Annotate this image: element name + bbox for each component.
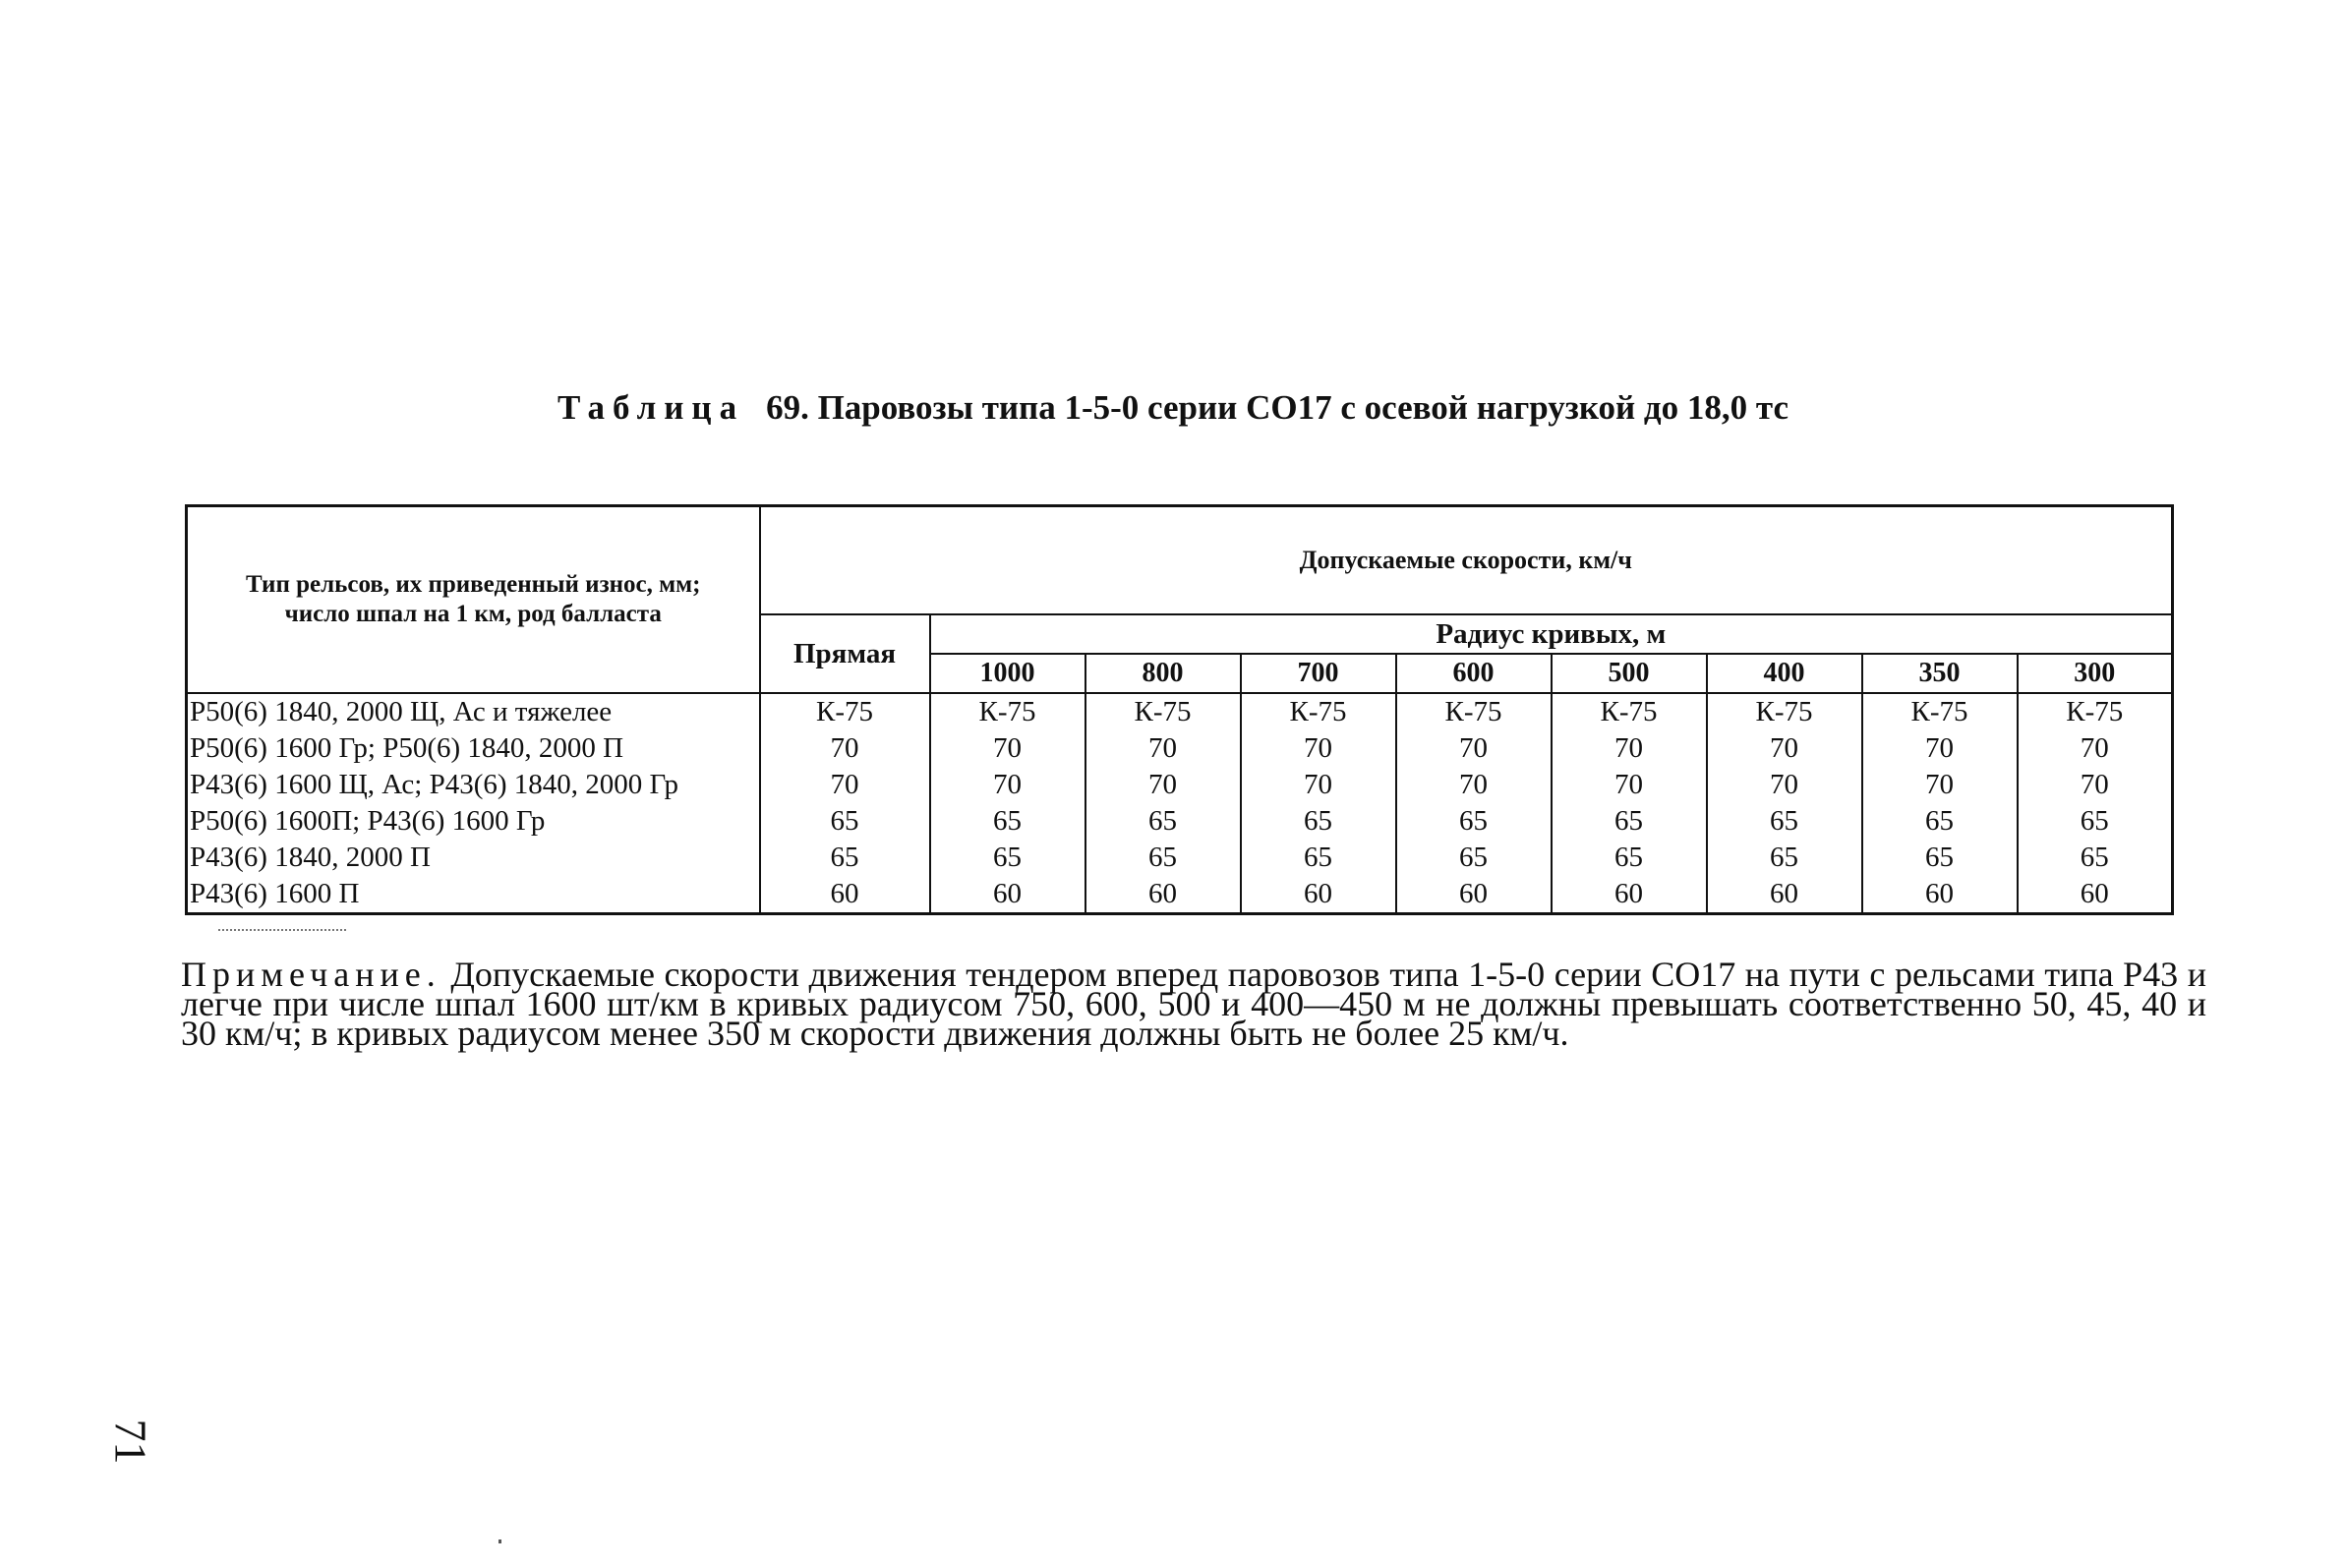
page-number: 71: [105, 1419, 156, 1465]
speed-cell: 70: [1085, 730, 1241, 767]
speed-cell: 70: [760, 730, 930, 767]
speed-cell: 65: [2080, 805, 2109, 837]
speed-cell: 70: [1707, 730, 1862, 767]
rail-type-cell: Р50(6) 1600 Гр; Р50(6) 1840, 2000 П: [187, 730, 760, 767]
speed-cell: 60: [1552, 876, 1707, 914]
speed-cell: 65: [1862, 840, 2018, 876]
speed-cell: 65: [1085, 803, 1241, 840]
curve-radius-header: Радиус кривых, м: [930, 614, 2173, 654]
straight-header: Прямая: [760, 614, 930, 693]
rail-type-cell: Р43(6) 1600 П: [187, 876, 760, 914]
table-row: [187, 767, 2173, 803]
speed-cell: 60: [930, 876, 1085, 914]
radius-header-cell: 400: [1707, 654, 1862, 693]
speed-cell: 65: [1396, 803, 1552, 840]
table-note: [181, 955, 2207, 1053]
speed-cell: 65: [1552, 803, 1707, 840]
speed-cell: 70: [1552, 767, 1707, 803]
radius-header-cell: 700: [1241, 654, 1396, 693]
speed-cell: 65: [1396, 840, 1552, 876]
speed-cell: 70: [1707, 767, 1862, 803]
speed-cell: 70: [930, 730, 1085, 767]
rail-type-cell: Р43(6) 1600 Щ, Ас; Р43(6) 1840, 2000 Гр: [187, 767, 760, 803]
rail-type-cell: Р50(6) 1600П; Р43(6) 1600 Гр: [187, 803, 760, 840]
scan-artifact-line: [218, 929, 346, 931]
speed-cell: 65: [930, 803, 1085, 840]
speed-cell: 65: [1552, 840, 1707, 876]
table-row: [187, 803, 2173, 840]
speed-cell: 60: [760, 876, 930, 914]
rail-type-cell: Р43(6) 1840, 2000 П: [187, 840, 760, 876]
speed-cell: 70: [1396, 730, 1552, 767]
speed-cell: К-75: [1707, 693, 1862, 730]
speed-cell: К-75: [760, 693, 930, 730]
table-title: [557, 388, 1934, 428]
speed-cell: 60: [1241, 876, 1396, 914]
speed-cell: 65: [1707, 840, 1862, 876]
speed-cell: К-75: [930, 693, 1085, 730]
speed-cell: 65: [1241, 803, 1396, 840]
radius-header-cell: 500: [1552, 654, 1707, 693]
speed-cell: 60: [1862, 876, 2018, 914]
radius-header-cell: 300: [2018, 654, 2173, 693]
table-title-label: Таблица: [557, 388, 745, 427]
speed-cell: 65: [1862, 803, 2018, 840]
table-row: [187, 840, 2173, 876]
speed-table-body: [187, 693, 2173, 914]
speed-cell: 70: [930, 767, 1085, 803]
speed-cell: К-75: [1085, 693, 1241, 730]
speed-cell: 70: [1396, 767, 1552, 803]
speed-cell: 60: [1396, 876, 1552, 914]
speed-cell: 70: [2080, 769, 2109, 800]
rail-type-header: Тип рельсов, их приведенный износ, мм; число шпал на 1 км, род балласта: [187, 506, 760, 694]
speed-cell: 70: [1241, 767, 1396, 803]
speed-cell: 65: [760, 840, 930, 876]
speed-cell: 70: [1241, 730, 1396, 767]
speed-table: [185, 504, 2174, 915]
speed-cell: 65: [1085, 840, 1241, 876]
note-label: Примечание.: [181, 955, 441, 994]
scan-artifact-dot: [499, 1539, 501, 1543]
speed-cell: 70: [1862, 767, 2018, 803]
speed-cell: 65: [2080, 842, 2109, 873]
speed-cell: 60: [1707, 876, 1862, 914]
speed-cell: 65: [1241, 840, 1396, 876]
speed-cell: 60: [1085, 876, 1241, 914]
radius-header-cell: 800: [1085, 654, 1241, 693]
speed-cell: К-75: [1862, 693, 2018, 730]
speed-cell: 65: [1707, 803, 1862, 840]
radius-header-cell: 600: [1396, 654, 1552, 693]
rail-type-cell: Р50(6) 1840, 2000 Щ, Ас и тяжелее: [187, 693, 760, 730]
speed-cell: К-75: [1396, 693, 1552, 730]
speed-cell: 70: [1552, 730, 1707, 767]
radius-header-cell: 350: [1862, 654, 2018, 693]
note-text: Допускаемые скорости движения тендером вперед паровозов типа 1-5-0 серии СО17 на пути с рельсами типа Р43 и легче при числе шпал 1600 шт/км в кривых радиусом 750, 600, 500 и 400—450 м не должны превышать соответственно 50, 45, 40 и 30 км/ч; в кривых радиусом менее 350 м скорости движения должны быть не более 25 км/ч.: [181, 955, 2207, 1053]
speed-cell: 70: [1085, 767, 1241, 803]
speed-cell: 60: [2080, 878, 2109, 909]
speed-cell: К-75: [1552, 693, 1707, 730]
speed-cell: 70: [1862, 730, 2018, 767]
speed-cell: 70: [760, 767, 930, 803]
speed-cell: 65: [930, 840, 1085, 876]
speed-cell: 65: [760, 803, 930, 840]
speed-cell: К-75: [1241, 693, 1396, 730]
speed-cell: 70: [2080, 732, 2109, 764]
radius-header-cell: 1000: [930, 654, 1085, 693]
table-title-text: 69. Паровозы типа 1-5-0 серии СО17 с осевой нагрузкой до 18,0 тс: [766, 388, 1789, 427]
table-row: [187, 730, 2173, 767]
speed-cell: К-75: [2066, 696, 2124, 727]
allowed-speeds-header: Допускаемые скорости, км/ч: [760, 506, 2173, 615]
table-row: [187, 693, 2173, 730]
table-row: [187, 876, 2173, 914]
